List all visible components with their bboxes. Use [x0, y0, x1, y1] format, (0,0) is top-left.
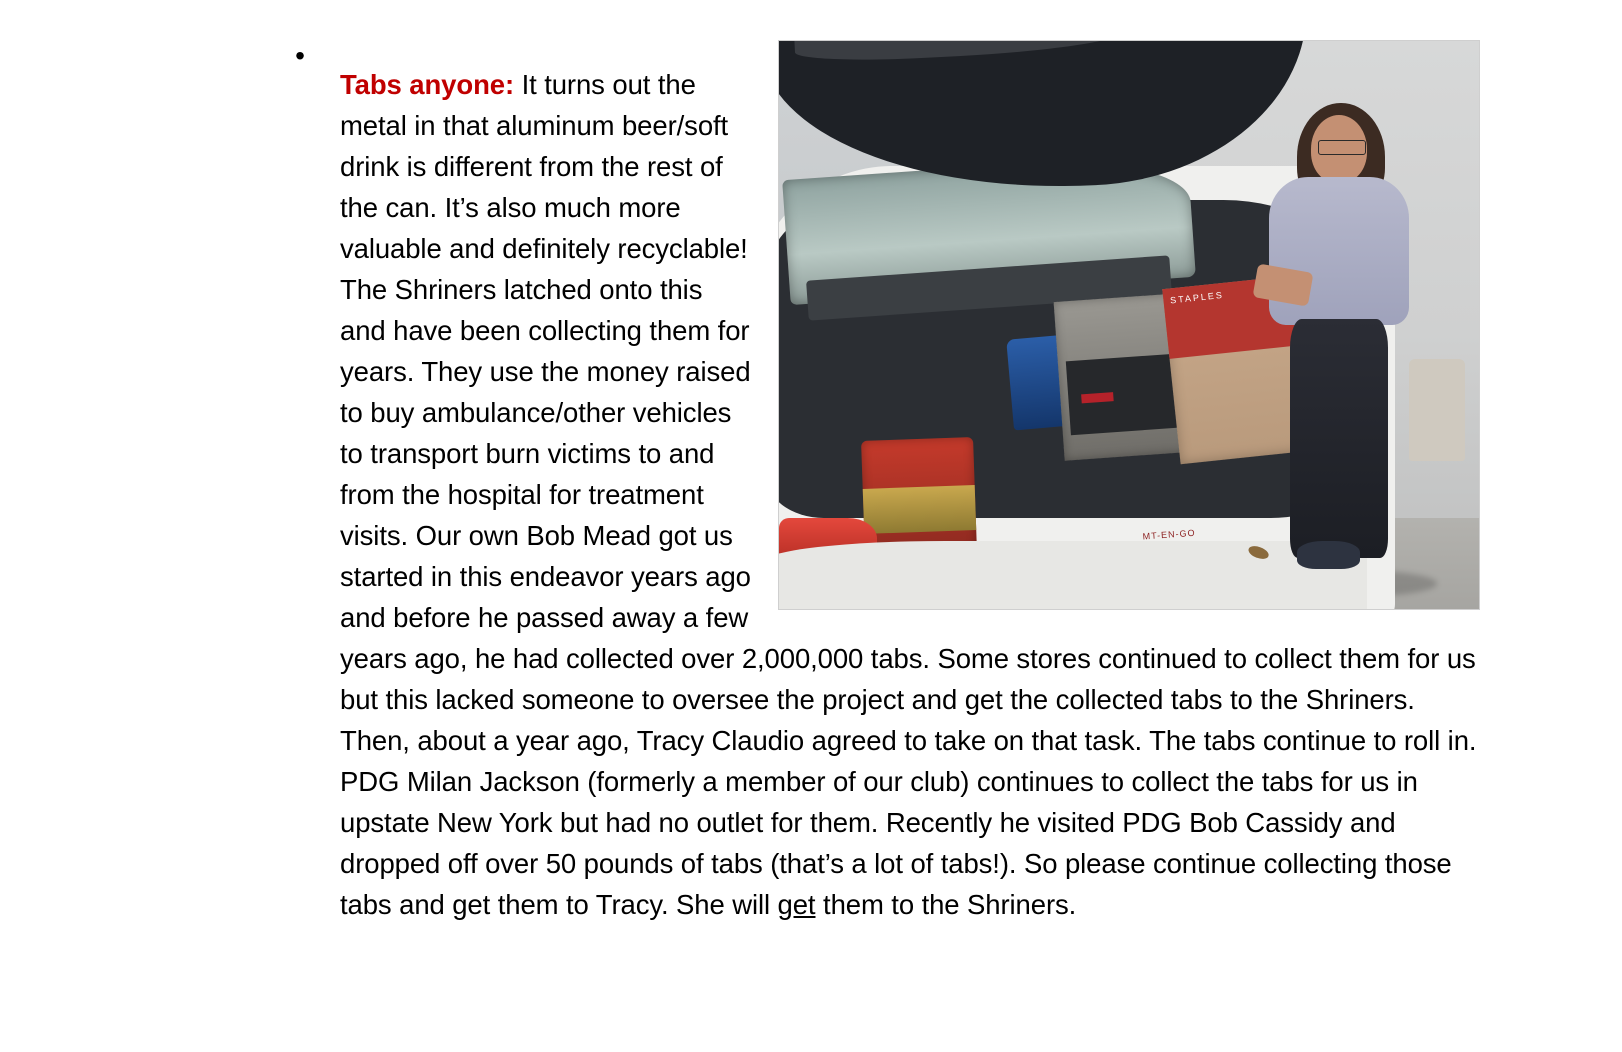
- staples-box-text: STAPLES: [1169, 289, 1225, 306]
- paragraph-text-first: It turns out the metal in that aluminum beer/soft drink is different from the rest of the can. It’s also much more valuable and definitely recyclable! The Shriners latched onto this and have been collecting them for years. They use the money raised to buy ambulance/other vehicles to transport burn victims to and from the hospital for treatment visits. Our own Bob Mead got us started in this endeavor years ago and before he passed away a few years ago, he had collected over 2,000,000 tabs. Some stores continued to collect them for us but this lacked someone to oversee the project and get the collected tabs to the Shriners. Then, about a year ago, Tracy Claudio agreed to take on that task. The tabs continue to roll in. PDG Milan Jackson (formerly a member of our club) continues to collect the tabs for us in upstate New York but had no outlet for them. Recently he visited PDG Bob Cassidy and dropped off over 50 pounds of tabs (that’s a lot of tabs!). So please continue collecting those tabs and get them to Tracy. She will: [340, 68, 1477, 920]
- paragraph-text-last: them to the Shriners.: [815, 888, 1077, 920]
- paragraph-block: [340, 36, 1480, 952]
- red-tin: [861, 437, 977, 554]
- floor-bag: [1409, 359, 1465, 461]
- person-legs: [1290, 319, 1388, 558]
- photo-canvas: [779, 41, 1479, 609]
- tin-band: [863, 484, 977, 533]
- person-shoe: [1297, 541, 1360, 569]
- trunk-lid-lining: [794, 40, 1123, 65]
- underlined-word: get: [777, 888, 816, 920]
- license-plate-text: MT-EN-GO: [1142, 528, 1196, 542]
- bullet-marker: •: [295, 40, 305, 71]
- rear-bumper: [778, 541, 1367, 609]
- carton-label-accent: [1081, 392, 1114, 403]
- paragraph-lead-label: Tabs anyone:: [340, 68, 515, 100]
- trunk-tabs-photo: [778, 40, 1480, 610]
- eyeglasses-icon: [1318, 140, 1366, 154]
